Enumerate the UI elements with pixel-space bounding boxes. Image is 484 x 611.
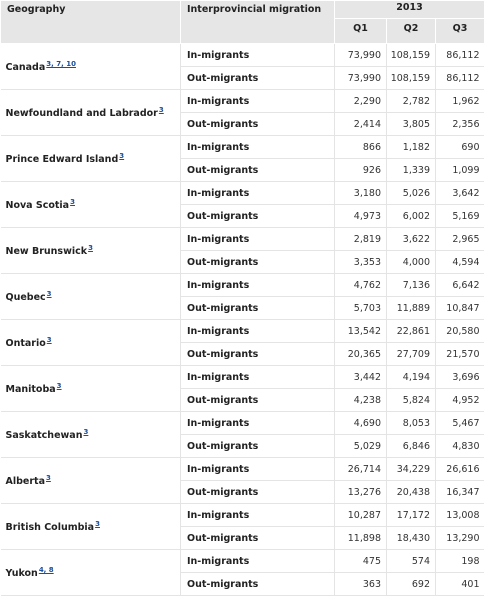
geography-cell-ontario bbox=[1, 320, 181, 366]
migration-type-out: Out-migrants bbox=[181, 67, 335, 90]
value-cell-q1: 3,353 bbox=[335, 251, 387, 274]
footnote-link[interactable]: 3 bbox=[158, 105, 164, 114]
value-cell-q3: 5,467 bbox=[436, 412, 484, 435]
value-cell-q2: 11,889 bbox=[387, 297, 436, 320]
value-cell-q2: 108,159 bbox=[387, 67, 436, 90]
table-row bbox=[1, 458, 484, 481]
migration-type-out: Out-migrants bbox=[181, 389, 335, 412]
value-cell-q2: 7,136 bbox=[387, 274, 436, 297]
value-cell-q3: 2,356 bbox=[436, 113, 484, 136]
value-cell-q1: 2,819 bbox=[335, 228, 387, 251]
value-cell-q1: 3,180 bbox=[335, 182, 387, 205]
table-row bbox=[1, 504, 484, 527]
migration-type-in: In-migrants bbox=[181, 550, 335, 573]
migration-type-out: Out-migrants bbox=[181, 573, 335, 596]
footnote-link[interactable]: 3, 7, 10 bbox=[46, 59, 76, 68]
footnote-link[interactable]: 3 bbox=[70, 197, 75, 206]
column-header-migration[interactable]: Interprovincial migration bbox=[181, 1, 335, 44]
footnote-link[interactable]: 3 bbox=[46, 335, 52, 344]
migration-type-out: Out-migrants bbox=[181, 159, 335, 182]
value-cell-q1: 2,414 bbox=[335, 113, 387, 136]
geography-label: Prince Edward Island bbox=[5, 154, 119, 166]
table-row bbox=[1, 274, 484, 297]
migration-type-out: Out-migrants bbox=[181, 113, 335, 136]
value-cell-q2: 1,182 bbox=[387, 136, 436, 159]
geography-cell-british-columbia bbox=[1, 504, 181, 550]
value-cell-q2: 2,782 bbox=[387, 90, 436, 113]
geography-cell-new-brunswick bbox=[1, 228, 181, 274]
geography-cell-canada bbox=[1, 44, 181, 90]
value-cell-q3: 3,642 bbox=[436, 182, 484, 205]
value-cell-q1: 3,442 bbox=[335, 366, 387, 389]
geography-cell-newfoundland-and-labrador bbox=[1, 90, 181, 136]
value-cell-q3: 13,008 bbox=[436, 504, 484, 527]
column-header-q3[interactable]: Q3 bbox=[436, 19, 484, 44]
migration-type-in: In-migrants bbox=[181, 182, 335, 205]
value-cell-q1: 20,365 bbox=[335, 343, 387, 366]
value-cell-q3: 20,580 bbox=[436, 320, 484, 343]
value-cell-q2: 17,172 bbox=[387, 504, 436, 527]
geography-cell-yukon bbox=[1, 550, 181, 596]
value-cell-q3: 10,847 bbox=[436, 297, 484, 320]
geography-label: Alberta bbox=[5, 476, 45, 488]
table-row bbox=[1, 90, 484, 113]
footnote-link[interactable]: 3 bbox=[56, 381, 62, 390]
value-cell-q3: 401 bbox=[436, 573, 484, 596]
value-cell-q1: 926 bbox=[335, 159, 387, 182]
value-cell-q1: 73,990 bbox=[335, 44, 387, 67]
value-cell-q3: 198 bbox=[436, 550, 484, 573]
value-cell-q3: 4,830 bbox=[436, 435, 484, 458]
footnote-link[interactable]: 3 bbox=[119, 151, 125, 160]
footnote-link[interactable]: 4, 8 bbox=[38, 565, 54, 574]
value-cell-q1: 4,238 bbox=[335, 389, 387, 412]
geography-label: Canada bbox=[5, 62, 46, 74]
value-cell-q2: 5,026 bbox=[387, 182, 436, 205]
migration-type-out: Out-migrants bbox=[181, 297, 335, 320]
value-cell-q3: 6,642 bbox=[436, 274, 484, 297]
value-cell-q2: 34,229 bbox=[387, 458, 436, 481]
geography-label: British Columbia bbox=[5, 522, 95, 534]
value-cell-q2: 22,861 bbox=[387, 320, 436, 343]
migration-type-in: In-migrants bbox=[181, 458, 335, 481]
value-cell-q1: 2,290 bbox=[335, 90, 387, 113]
value-cell-q1: 73,990 bbox=[335, 67, 387, 90]
value-cell-q2: 6,002 bbox=[387, 205, 436, 228]
column-header-q1[interactable]: Q1 bbox=[335, 19, 387, 44]
migration-type-in: In-migrants bbox=[181, 366, 335, 389]
value-cell-q1: 4,973 bbox=[335, 205, 387, 228]
value-cell-q2: 6,846 bbox=[387, 435, 436, 458]
value-cell-q3: 86,112 bbox=[436, 67, 484, 90]
migration-type-in: In-migrants bbox=[181, 90, 335, 113]
migration-type-out: Out-migrants bbox=[181, 435, 335, 458]
value-cell-q2: 20,438 bbox=[387, 481, 436, 504]
migration-type-in: In-migrants bbox=[181, 504, 335, 527]
footnote-link[interactable]: 3 bbox=[83, 427, 89, 436]
geography-label: Newfoundland and Labrador bbox=[5, 108, 158, 120]
value-cell-q2: 1,339 bbox=[387, 159, 436, 182]
migration-type-in: In-migrants bbox=[181, 136, 335, 159]
table-row bbox=[1, 412, 484, 435]
geography-label: Yukon bbox=[5, 568, 38, 580]
migration-type-out: Out-migrants bbox=[181, 343, 335, 366]
table-body bbox=[1, 44, 484, 596]
footnote-link[interactable]: 3 bbox=[95, 519, 100, 528]
value-cell-q3: 21,570 bbox=[436, 343, 484, 366]
value-cell-q1: 4,762 bbox=[335, 274, 387, 297]
value-cell-q3: 13,290 bbox=[436, 527, 484, 550]
geography-cell-quebec bbox=[1, 274, 181, 320]
table-row bbox=[1, 182, 484, 205]
column-header-q2[interactable]: Q2 bbox=[387, 19, 436, 44]
migration-type-out: Out-migrants bbox=[181, 481, 335, 504]
geography-cell-nova-scotia bbox=[1, 182, 181, 228]
value-cell-q3: 4,594 bbox=[436, 251, 484, 274]
value-cell-q2: 692 bbox=[387, 573, 436, 596]
geography-label: Saskatchewan bbox=[5, 430, 83, 442]
value-cell-q3: 26,616 bbox=[436, 458, 484, 481]
value-cell-q3: 2,965 bbox=[436, 228, 484, 251]
value-cell-q3: 1,962 bbox=[436, 90, 484, 113]
footnote-link[interactable]: 3 bbox=[46, 289, 52, 298]
geography-cell-alberta bbox=[1, 458, 181, 504]
geography-label: Ontario bbox=[5, 338, 46, 350]
migration-type-in: In-migrants bbox=[181, 412, 335, 435]
value-cell-q3: 1,099 bbox=[436, 159, 484, 182]
value-cell-q2: 3,622 bbox=[387, 228, 436, 251]
table-row bbox=[1, 44, 484, 67]
migration-type-in: In-migrants bbox=[181, 320, 335, 343]
migration-type-in: In-migrants bbox=[181, 274, 335, 297]
migration-type-out: Out-migrants bbox=[181, 251, 335, 274]
geography-label: New Brunswick bbox=[5, 246, 88, 258]
column-header-year: 2013 bbox=[335, 1, 484, 19]
value-cell-q2: 5,824 bbox=[387, 389, 436, 412]
footnote-link[interactable]: 3 bbox=[46, 473, 51, 482]
value-cell-q3: 690 bbox=[436, 136, 484, 159]
migration-type-in: In-migrants bbox=[181, 44, 335, 67]
value-cell-q1: 10,287 bbox=[335, 504, 387, 527]
geography-label: Manitoba bbox=[5, 384, 56, 396]
migration-type-out: Out-migrants bbox=[181, 527, 335, 550]
table-row bbox=[1, 550, 484, 573]
value-cell-q3: 4,952 bbox=[436, 389, 484, 412]
table-header bbox=[1, 1, 484, 44]
value-cell-q1: 5,703 bbox=[335, 297, 387, 320]
value-cell-q1: 475 bbox=[335, 550, 387, 573]
value-cell-q1: 11,898 bbox=[335, 527, 387, 550]
value-cell-q1: 13,542 bbox=[335, 320, 387, 343]
value-cell-q1: 4,690 bbox=[335, 412, 387, 435]
column-header-geography[interactable]: Geography bbox=[1, 1, 181, 44]
value-cell-q1: 866 bbox=[335, 136, 387, 159]
value-cell-q2: 8,053 bbox=[387, 412, 436, 435]
geography-label: Quebec bbox=[5, 292, 46, 304]
migration-type-out: Out-migrants bbox=[181, 205, 335, 228]
value-cell-q2: 108,159 bbox=[387, 44, 436, 67]
value-cell-q3: 5,169 bbox=[436, 205, 484, 228]
value-cell-q2: 27,709 bbox=[387, 343, 436, 366]
value-cell-q1: 363 bbox=[335, 573, 387, 596]
geography-cell-manitoba bbox=[1, 366, 181, 412]
table-row bbox=[1, 228, 484, 251]
value-cell-q2: 574 bbox=[387, 550, 436, 573]
value-cell-q1: 5,029 bbox=[335, 435, 387, 458]
migration-type-in: In-migrants bbox=[181, 228, 335, 251]
value-cell-q2: 4,194 bbox=[387, 366, 436, 389]
value-cell-q2: 4,000 bbox=[387, 251, 436, 274]
value-cell-q3: 86,112 bbox=[436, 44, 484, 67]
value-cell-q2: 3,805 bbox=[387, 113, 436, 136]
value-cell-q1: 26,714 bbox=[335, 458, 387, 481]
value-cell-q3: 16,347 bbox=[436, 481, 484, 504]
table-row bbox=[1, 320, 484, 343]
geography-cell-saskatchewan bbox=[1, 412, 181, 458]
geography-cell-prince-edward-island bbox=[1, 136, 181, 182]
value-cell-q1: 13,276 bbox=[335, 481, 387, 504]
value-cell-q3: 3,696 bbox=[436, 366, 484, 389]
table-row bbox=[1, 366, 484, 389]
footnote-link[interactable]: 3 bbox=[88, 243, 93, 252]
table-row bbox=[1, 136, 484, 159]
value-cell-q2: 18,430 bbox=[387, 527, 436, 550]
geography-label: Nova Scotia bbox=[5, 200, 70, 212]
